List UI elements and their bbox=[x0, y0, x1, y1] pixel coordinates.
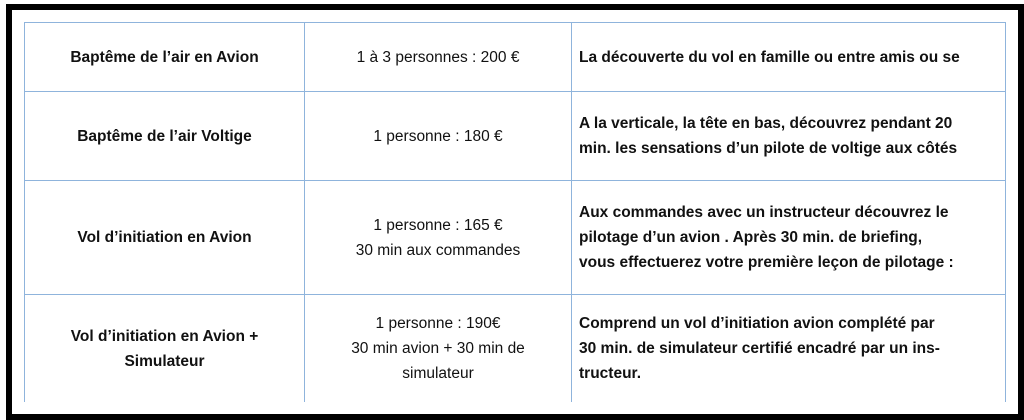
offer-price bbox=[305, 23, 572, 92]
description-line: A la verticale, la tête en bas, découvrez pendant 20 bbox=[579, 115, 953, 132]
offer-price bbox=[305, 295, 572, 403]
offer-name: Baptême de l’air en Avion bbox=[25, 23, 305, 92]
description-line: 30 min. de simulateur certifié encadré par un ins- bbox=[579, 340, 940, 357]
description-line: La découverte du vol en famille ou entre amis ou se bbox=[579, 48, 960, 66]
offer-name: Vol d’initiation en Avion bbox=[25, 181, 305, 295]
price-line: simulateur bbox=[402, 365, 474, 382]
name-line: Simulateur bbox=[124, 352, 205, 370]
offer-description bbox=[572, 23, 1006, 92]
table-row bbox=[25, 295, 1006, 403]
description-line: min. les sensations d’un pilote de voltige aux côtés bbox=[579, 140, 958, 157]
offer-description bbox=[572, 92, 1006, 181]
table-row bbox=[25, 181, 1006, 295]
description-line: Aux commandes avec un instructeur découvrez le bbox=[579, 204, 949, 221]
price-line: 1 à 3 personnes : 200 € bbox=[356, 48, 520, 66]
price-line: 1 personne : 165 € bbox=[373, 216, 503, 234]
description-line: Comprend un vol d’initiation avion complété par bbox=[579, 315, 935, 332]
pricing-table bbox=[24, 22, 1006, 402]
offer-name: Baptême de l’air Voltige bbox=[25, 92, 305, 181]
offer-price bbox=[305, 92, 572, 181]
description-line: vous effectuerez votre première leçon de pilotage : bbox=[579, 254, 954, 271]
table-row bbox=[25, 92, 1006, 181]
price-line: 1 personne : 180 € bbox=[373, 127, 503, 145]
description-line: tructeur. bbox=[579, 365, 642, 382]
price-line: 30 min aux commandes bbox=[355, 241, 521, 259]
price-line: 1 personne : 190€ bbox=[375, 315, 501, 332]
description-line: pilotage d’un avion . Après 30 min. de briefing, bbox=[579, 229, 923, 246]
offer-description bbox=[572, 295, 1006, 403]
offer-price bbox=[305, 181, 572, 295]
table-frame bbox=[6, 4, 1024, 420]
table-row bbox=[25, 23, 1006, 92]
name-line: Vol d’initiation en Avion + bbox=[70, 327, 259, 345]
offer-name bbox=[25, 295, 305, 403]
offer-description bbox=[572, 181, 1006, 295]
price-line: 30 min avion + 30 min de bbox=[351, 340, 525, 357]
table-container bbox=[24, 22, 1006, 402]
